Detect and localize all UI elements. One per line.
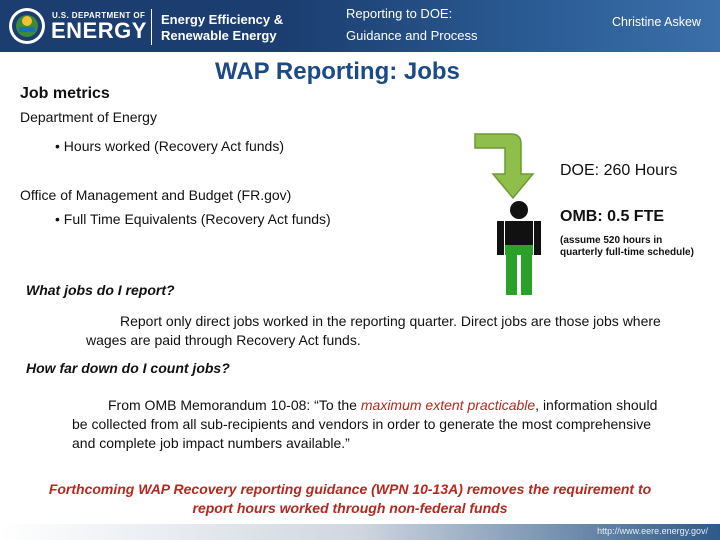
doe-department-text: U.S. DEPARTMENT OF	[52, 11, 146, 20]
doe-seal-icon	[8, 7, 46, 45]
presentation-title-line-2: Guidance and Process	[346, 28, 478, 43]
curved-arrow-icon	[473, 128, 555, 200]
answer-count-depth	[72, 396, 672, 453]
answer-jobs-to-report: Report only direct jobs worked in the reporting quarter. Direct jobs are those jobs where wages are paid through Recovery Act funds.	[86, 313, 661, 348]
doe-metric-label: Department of Energy	[20, 109, 157, 125]
guidance-note: Forthcoming WAP Recovery reporting guidance (WPN 10-13A) removes the requirement to report hours worked through non-federal funds	[48, 481, 652, 516]
question-count-depth: How far down do I count jobs?	[26, 360, 230, 376]
presentation-title-line-1: Reporting to DOE:	[346, 6, 453, 21]
presenter-name: Christine Askew	[612, 15, 701, 29]
omb-metric-bullet: • Full Time Equivalents (Recovery Act funds)	[55, 211, 331, 227]
eere-line-2: Renewable Energy	[161, 28, 277, 43]
doe-energy-wordmark: ENERGY	[51, 18, 147, 43]
footer-url: http://www.eere.energy.gov/	[597, 526, 708, 536]
omb-quote-start: From OMB Memorandum 10-08: “To the	[108, 397, 361, 413]
omb-fte-value: OMB: 0.5 FTE	[560, 208, 665, 225]
question-jobs-to-report: What jobs do I report?	[26, 282, 175, 298]
doe-metric-bullet: • Hours worked (Recovery Act funds)	[55, 138, 284, 154]
doe-hours-value: DOE: 260 Hours	[560, 162, 678, 179]
omb-quote-highlight: maximum extent practicable	[360, 397, 536, 413]
omb-quote-end: , information should be collected from all sub-recipients and vendors in order to generate the most comprehensive and complete job impact numbers available.”	[72, 397, 658, 451]
eere-line-1: Energy Efficiency &	[161, 12, 284, 27]
header-divider	[151, 9, 152, 45]
fte-assumption-note: (assume 520 hours in quarterly full-time schedule)	[560, 235, 694, 258]
worker-person-icon	[497, 200, 541, 296]
header-bar	[0, 0, 720, 52]
job-metrics-heading: Job metrics	[20, 85, 110, 102]
omb-metric-label: Office of Management and Budget (FR.gov)	[20, 187, 292, 203]
slide-title: WAP Reporting: Jobs	[215, 58, 460, 85]
